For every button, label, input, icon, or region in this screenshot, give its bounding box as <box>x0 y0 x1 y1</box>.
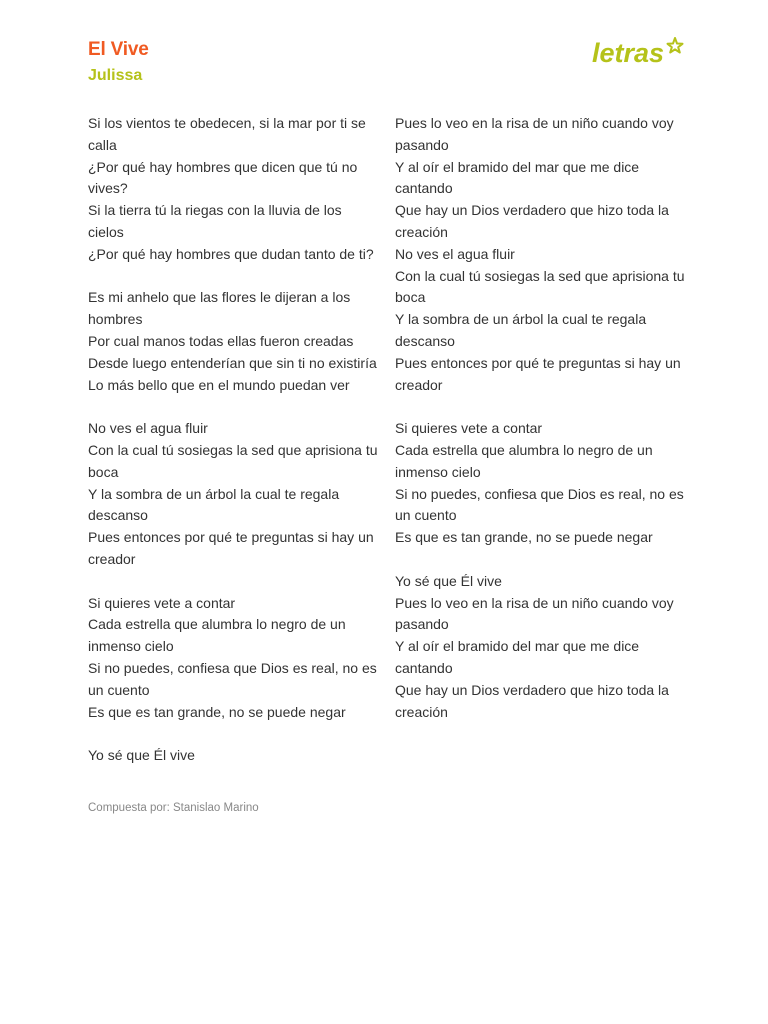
lyric-line: Si la tierra tú la riegas con la lluvia de los cielos <box>88 202 342 240</box>
lyrics-stanza <box>88 113 378 266</box>
lyric-line: Si quieres vete a contar <box>88 594 236 611</box>
lyrics-stanza <box>88 593 378 724</box>
lyric-line: Desde luego entenderían que sin ti no existiría <box>88 354 377 371</box>
lyric-line: Si no puedes, confiesa que Dios es real, no es un cuento <box>395 485 684 524</box>
lyric-line: Si no puedes, confiesa que Dios es real, no es un cuento <box>88 659 377 698</box>
lyric-line: Pues entonces por qué te preguntas si hay un creador <box>395 354 681 393</box>
star-icon <box>668 38 683 53</box>
lyric-line: ¿Por qué hay hombres que dicen que tú no vives? <box>88 158 358 197</box>
lyric-line: No ves el agua fluir <box>395 245 515 262</box>
lyric-line: Que hay un Dios verdadero que hizo toda la creación <box>395 681 669 720</box>
logo-wordmark: letras <box>592 38 665 68</box>
lyric-line: Cada estrella que alumbra lo negro de un inmenso cielo <box>88 616 346 655</box>
lyric-line: Y al oír el bramido del mar que me dice cantando <box>395 638 640 676</box>
lyric-line: Que hay un Dios verdadero que hizo toda la creación <box>395 202 669 240</box>
lyric-line: Lo más bello que en el mundo puedan ver <box>88 376 350 393</box>
lyrics-stanza <box>395 113 685 396</box>
lyrics-column-left <box>88 113 378 789</box>
lyric-line: Pues lo veo en la risa de un niño cuando voy pasando <box>395 115 674 153</box>
letras-logo <box>590 32 686 72</box>
artist-name: Julissa <box>88 67 143 84</box>
lyric-line: Pues entonces por qué te preguntas si hay un creador <box>88 529 374 567</box>
lyric-line: Y al oír el bramido del mar que me dice cantando <box>395 158 640 197</box>
lyric-line: Si los vientos te obedecen, si la mar por ti se calla <box>88 115 366 153</box>
lyric-line: Yo sé que Él vive <box>88 747 195 764</box>
lyric-line: Por cual manos todas ellas fueron creadas <box>88 332 354 349</box>
lyrics-stanza <box>88 418 378 571</box>
lyrics-stanza <box>395 571 685 724</box>
lyric-line: Es que es tan grande, no se puede negar <box>88 703 346 720</box>
lyrics-stanza <box>88 745 378 767</box>
lyric-line: Con la cual tú sosiegas la sed que aprisiona tu boca <box>395 267 685 306</box>
lyric-line: Pues lo veo en la risa de un niño cuando voy pasando <box>395 594 674 633</box>
lyric-line: Cada estrella que alumbra lo negro de un inmenso cielo <box>395 441 653 480</box>
lyrics-column-right <box>395 113 685 745</box>
lyric-line: Con la cual tú sosiegas la sed que aprisiona tu boca <box>88 441 378 480</box>
lyric-line: Y la sombra de un árbol la cual te regala descanso <box>395 311 647 349</box>
lyric-line: Si quieres vete a contar <box>395 420 543 437</box>
lyric-line: No ves el agua fluir <box>88 420 208 437</box>
lyrics-stanza <box>395 418 685 549</box>
lyric-line: ¿Por qué hay hombres que dudan tanto de ti? <box>88 245 374 262</box>
composer-credits: Compuesta por: Stanislao Marino <box>88 802 259 814</box>
song-title: El Vive <box>88 39 149 60</box>
lyric-line: Es que es tan grande, no se puede negar <box>395 529 653 546</box>
lyric-line: Y la sombra de un árbol la cual te regala descanso <box>88 485 340 524</box>
lyrics-stanza <box>88 287 378 396</box>
song-header <box>88 38 149 88</box>
lyric-line: Es mi anhelo que las flores le dijeran a los hombres <box>88 289 351 328</box>
lyric-line: Yo sé que Él vive <box>395 572 502 589</box>
